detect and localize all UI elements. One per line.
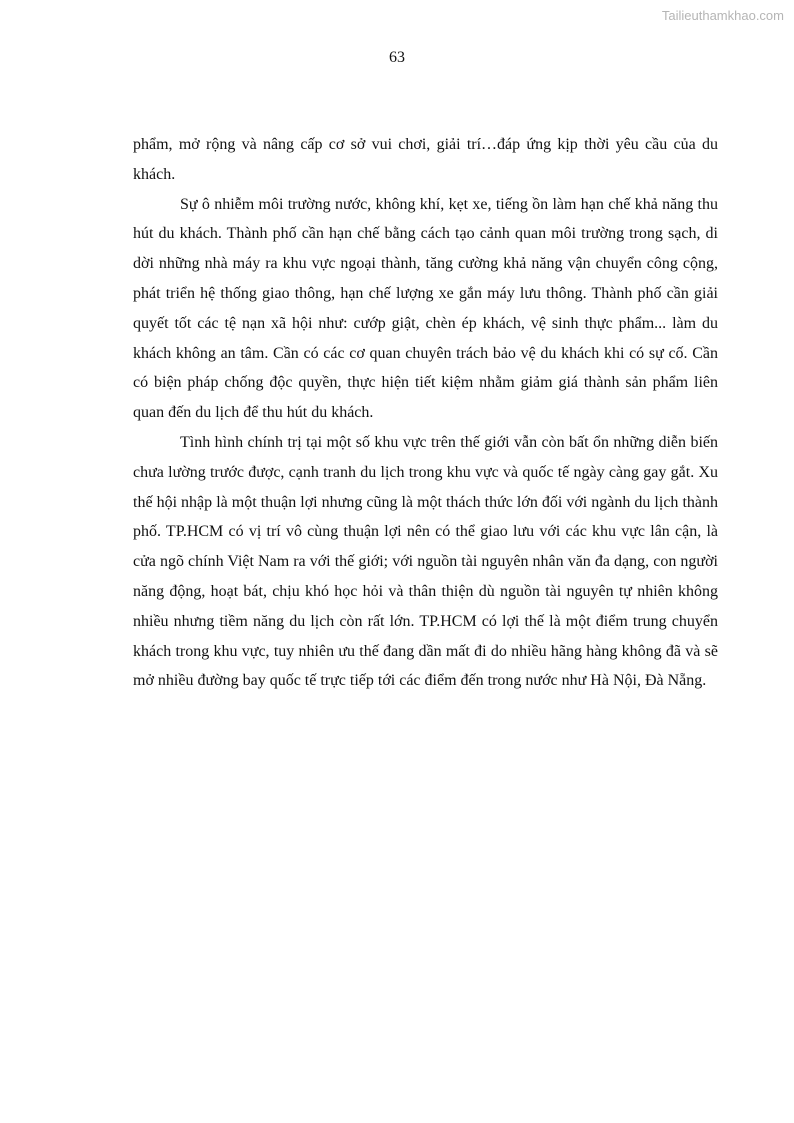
paragraph-politics: Tình hình chính trị tại một số khu vực trên thế giới vẫn còn bất ổn những diễn biến chưa lường trước được, cạnh tranh du lịch trong khu vực và quốc tế ngày càng gay gắt. Xu thế hội nhập là một thuận lợi nhưng cũng là một thách thức lớn đối với ngành du lịch thành phố. TP.HCM có vị trí vô cùng thuận lợi nên có thể giao lưu với các khu vực lân cận, là cửa ngõ chính Việt Nam ra với thế giới; với nguồn tài nguyên nhân văn đa dạng, con người năng động, hoạt bát, chịu khó học hỏi và thân thiện dù nguồn tài nguyên tự nhiên không nhiều nhưng tiềm năng du lịch còn rất lớn. TP.HCM có lợi thế là một điểm trung chuyển khách trong khu vực, tuy nhiên ưu thế đang dần mất đi do nhiều hãng hàng không đã và sẽ mở nhiều đường bay quốc tế trực tiếp tới các điểm đến trong nước như Hà Nội, Đà Nẵng. — [133, 433, 718, 690]
page-number: 63 — [389, 49, 405, 66]
watermark: Tailieuthamkhao.com — [661, 8, 784, 23]
paragraph-continuation: phẩm, mở rộng và nâng cấp cơ sở vui chơi, giải trí…đáp ứng kịp thời yêu cầu của du khách. — [133, 136, 718, 183]
document-body — [133, 130, 718, 696]
paragraph-pollution: Sự ô nhiễm môi trường nước, không khí, kẹt xe, tiếng ồn làm hạn chế khả năng thu hút du khách. Thành phố cần hạn chế bằng cách tạo cảnh quan môi trường trong sạch, di dời những nhà máy ra khu vực ngoại thành, tăng cường khả năng vận chuyển công cộng, phát triển hệ thống giao thông, hạn chế lượng xe gắn máy lưu thông. Thành phố cần giải quyết tốt các tệ nạn xã hội như: cướp giật, chèn ép khách, vệ sinh thực phẩm... làm du khách không an tâm. Cần có các cơ quan chuyên trách bảo vệ du khách khi có sự cố. Cần có biện pháp chống độc quyền, thực hiện tiết kiệm nhằm giảm giá thành sản phẩm liên quan đến du lịch để thu hút du khách. — [133, 195, 718, 422]
